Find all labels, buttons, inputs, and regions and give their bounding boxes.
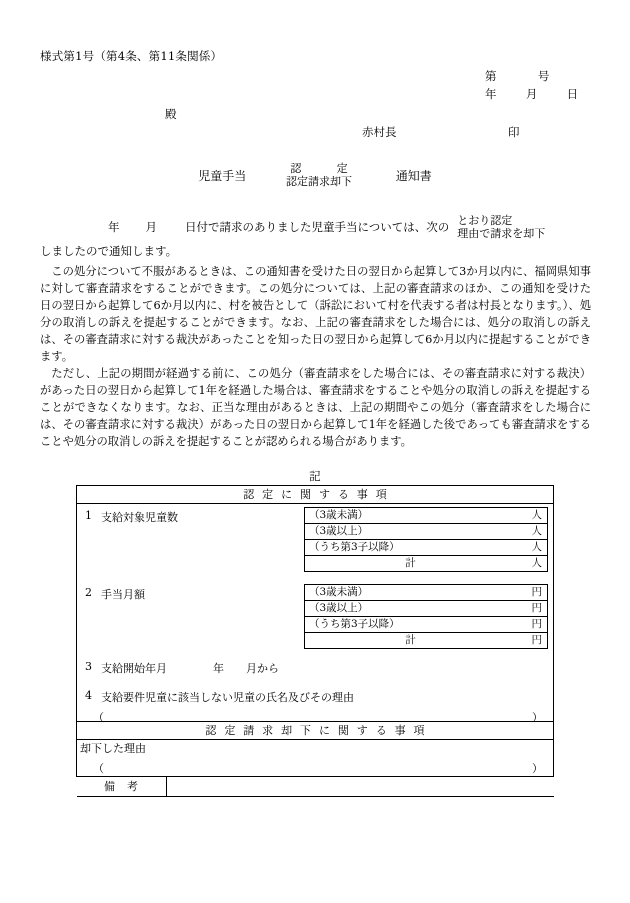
children-count-item-2: （うち第3子以降） (305, 540, 517, 556)
monthly-amount-unit-2: 円 (516, 617, 548, 633)
intro-year-label: 年 (108, 220, 120, 235)
row1-index: 1 (85, 509, 92, 522)
row4-index: 4 (85, 689, 92, 702)
remarks-value[interactable] (166, 777, 554, 797)
remarks-table (77, 777, 554, 797)
table-row (77, 740, 554, 777)
children-count-total-label: 計 (305, 556, 517, 572)
document-title (0, 163, 630, 189)
monthly-amount-item-0: （3歳未満） (305, 585, 517, 601)
rejection-open-paren: （ (93, 762, 104, 775)
intro-option-reject: 理由で請求を却下 (457, 227, 546, 241)
table-row (77, 486, 554, 504)
children-count-unit-0: 人 (516, 508, 548, 524)
monthly-amount-subtable-wrap (304, 584, 548, 649)
row3-year-label: 年 (213, 662, 224, 675)
cell-rejection-reason (77, 740, 554, 777)
row3-index: 3 (85, 660, 92, 673)
ki-marker: 記 (309, 469, 321, 483)
children-count-item-0: （3歳未満） (305, 508, 517, 524)
children-count-unit-2: 人 (516, 540, 548, 556)
table-row (305, 524, 548, 540)
document-number-line (485, 68, 549, 84)
doc-number-suffix: 号 (537, 69, 550, 83)
remarks-label-text: 備考 (103, 780, 151, 793)
notification-form-table (76, 485, 554, 797)
date-month-label: 月 (525, 87, 538, 101)
row-monthly-amount-label (77, 586, 145, 602)
row1-label: 支給対象児童数 (101, 511, 178, 524)
remarks-label (77, 777, 167, 797)
table-row (305, 617, 548, 633)
intro-block (40, 214, 590, 260)
rejection-close-paren: ） (532, 762, 543, 775)
title-suffix: 通知書 (395, 169, 432, 184)
rejection-reason-label: 却下した理由 (80, 742, 146, 755)
row4-label: 支給要件児童に該当しない児童の氏名及びその理由 (101, 691, 354, 704)
title-option-reject: 認定請求却下 (286, 174, 352, 188)
intro-line-primary (40, 214, 590, 240)
table-row (305, 556, 548, 572)
table-row (77, 777, 554, 797)
section-heading-approval-text: 認定に関する事項 (243, 488, 395, 501)
body-paragraph-2: ただし、上記の期間が経過する前に、この処分（審査請求をした場合には、その審査請求に対する裁決）があった日の翌日から起算して1年を経過した場合は、審査請求をすることや処分の取消しの訴えを提起することができなくなります。なお、正当な理由があるときは、上記の期間やこの処分（審査請求をした場合には、その審査請求に対する裁決）があった日の翌日から起算して1年を経過した後であっても審査請求をすることや処分の取消しの訴えを提起することが認められる場合があります。 (40, 367, 591, 448)
intro-month-label: 月 (145, 220, 157, 235)
title-prefix: 児童手当 (198, 169, 247, 184)
body-paragraph-1: この処分について不服があるときは、この通知書を受けた日の翌日から起算して3か月以内に、福岡県知事に対して審査請求をすることができます。この処分については、上記の審査請求のほか、この通知を受けた日の翌日から起算して6か月以内に、村を被告として（訴訟において村を代表する者は村長となります。）、処分の取消しの訴えを提起することができます。なお、上記の審査請求をした場合には、処分の取消しの訴えは、その審査請求に対する裁決があったことを知った日の翌日から起算して6か月以内に提起することができます。 (40, 265, 591, 363)
row-ineligible-children-label (77, 689, 553, 705)
row-ineligible-children (77, 683, 553, 724)
table-row (305, 585, 548, 601)
monthly-amount-unit-0: 円 (516, 585, 548, 601)
row4-entry-field[interactable] (77, 709, 553, 725)
row-monthly-amount (77, 582, 553, 654)
row2-index: 2 (85, 586, 92, 599)
row4-open-paren: （ (93, 711, 104, 724)
monthly-amount-item-2: （うち第3子以降） (305, 617, 517, 633)
row4-close-paren: ） (532, 711, 543, 724)
issuer-name: 赤村長 (362, 125, 397, 139)
children-count-item-1: （3歳以上） (305, 524, 517, 540)
intro-option-stack (457, 214, 545, 240)
section-heading-rejection-text: 認定請求却下に関する事項 (205, 724, 433, 737)
row2-label: 手当月額 (101, 588, 145, 601)
rejection-reason-field[interactable] (77, 760, 553, 776)
intro-tail-text: しましたので通知します。 (40, 244, 178, 259)
row-payment-start (77, 654, 553, 683)
children-count-subtable-wrap (304, 507, 548, 572)
cell-approval-details (77, 504, 554, 722)
body-paragraphs (40, 263, 591, 450)
table-row (305, 508, 548, 524)
title-option-stack (255, 163, 383, 189)
intro-option-approve: とおり認定 (457, 214, 513, 227)
table-row (305, 633, 548, 649)
table-row (77, 777, 554, 798)
monthly-amount-total-label: 計 (305, 633, 517, 649)
intro-lead-text: 日付で請求のありました児童手当については、次の (185, 220, 450, 235)
row-children-count-label (77, 509, 178, 525)
addressee-honorific: 殿 (165, 107, 177, 121)
form-number: 様式第1号（第4条、第11条関係） (40, 49, 223, 63)
children-count-total-unit: 人 (516, 556, 548, 572)
seal-mark: 印 (508, 125, 520, 139)
section-heading-approval (77, 486, 554, 504)
monthly-amount-item-1: （3歳以上） (305, 601, 517, 617)
table-row (305, 540, 548, 556)
monthly-amount-total-unit: 円 (516, 633, 548, 649)
children-count-unit-1: 人 (516, 524, 548, 540)
monthly-amount-unit-1: 円 (516, 601, 548, 617)
children-count-subtable (304, 507, 548, 572)
table-row (77, 504, 554, 722)
monthly-amount-subtable (304, 584, 548, 649)
row3-month-label: 月から (246, 662, 279, 675)
doc-number-prefix: 第 (485, 69, 497, 83)
row-children-count (77, 504, 553, 582)
table-row (305, 601, 548, 617)
title-option-approve: 認定 (290, 162, 383, 175)
cell-remarks-wrapper (77, 777, 554, 798)
date-day-label: 日 (566, 87, 579, 101)
date-year-label: 年 (485, 87, 497, 101)
document-date-line (485, 86, 578, 102)
row3-label: 支給開始年月 (101, 662, 167, 675)
